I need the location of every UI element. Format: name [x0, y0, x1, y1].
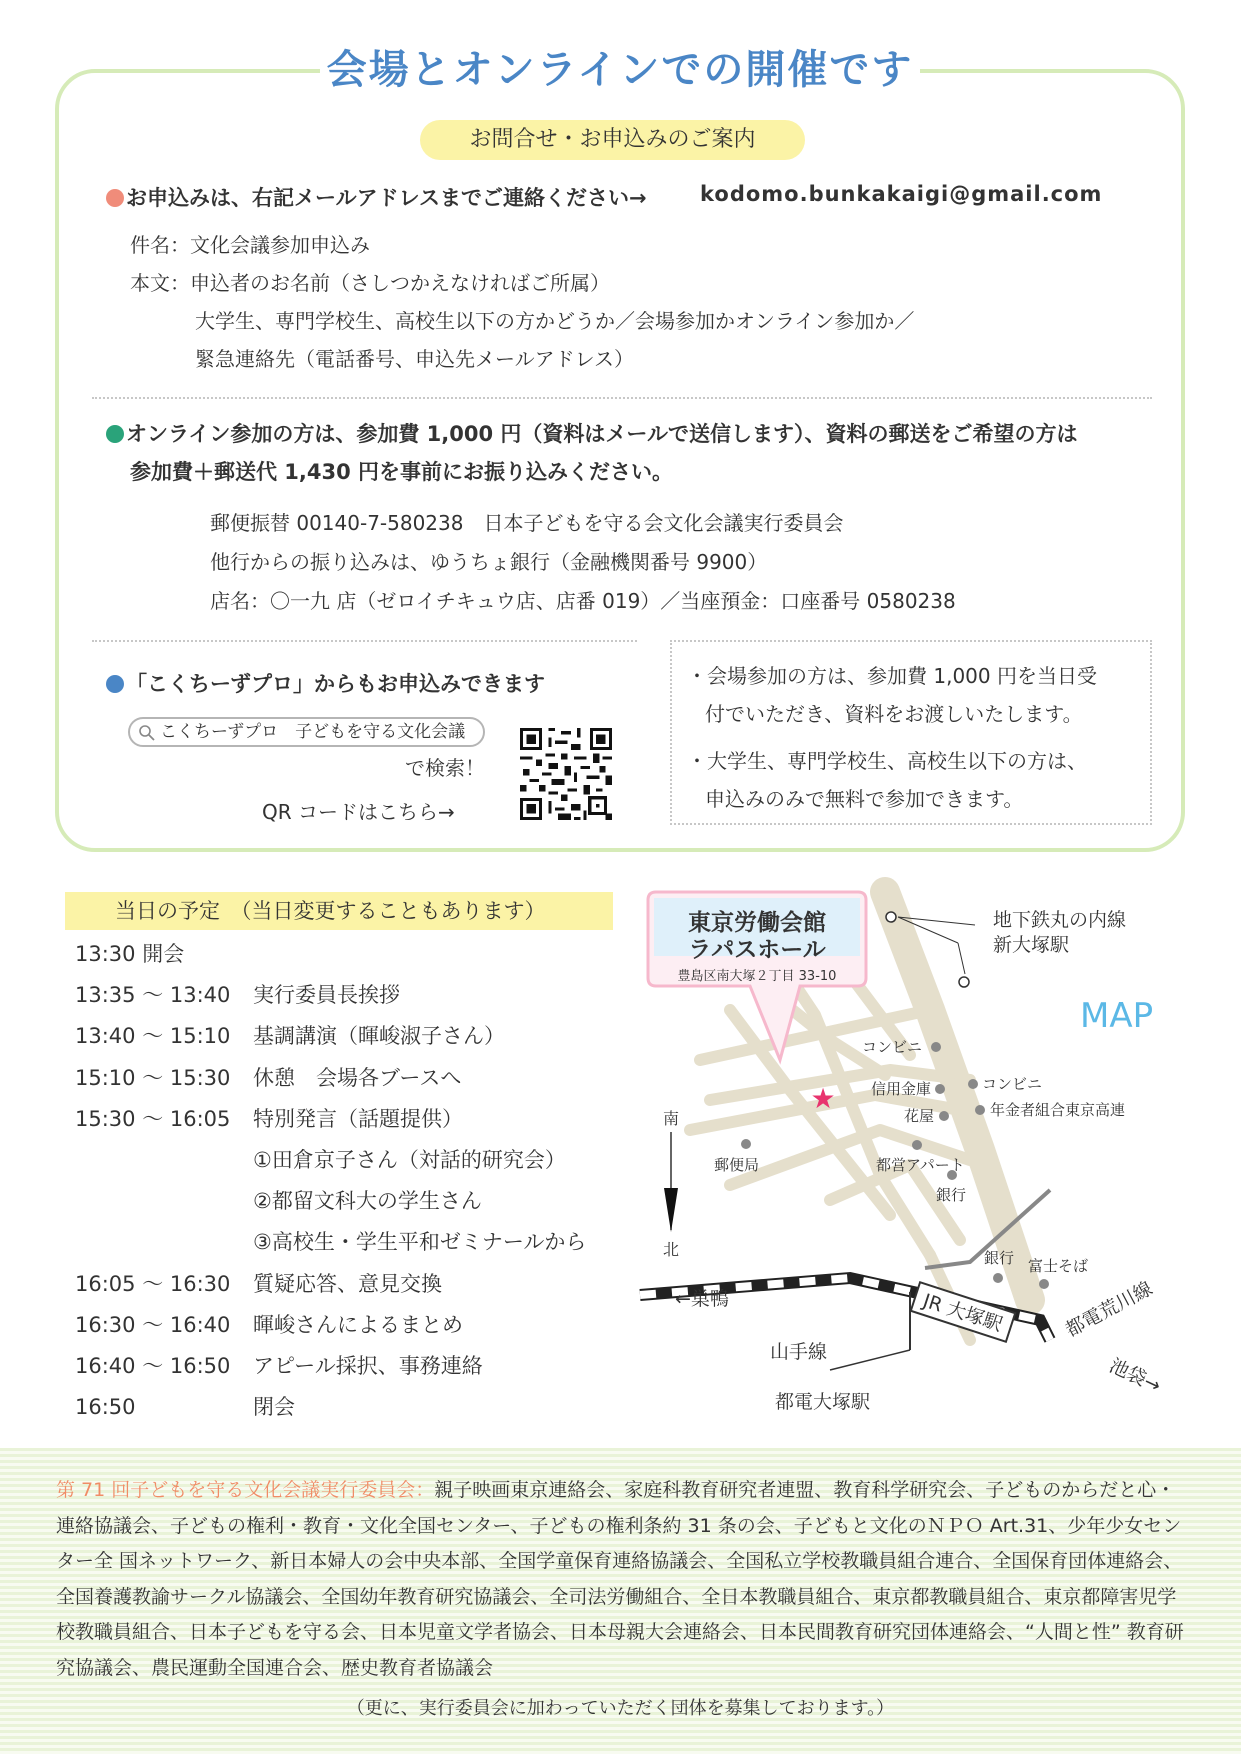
- schedule-row: [75, 978, 400, 1012]
- inquiry-heading: お問合せ・お申込みのご案内: [420, 120, 805, 160]
- kokuchi-heading: 「こくちーずプロ」からもお申込みできます: [106, 668, 545, 698]
- schedule-time: 16:30 ～ 16:40: [75, 1312, 231, 1337]
- search-text: こくちーずプロ 子どもを守る文化会議: [160, 722, 466, 742]
- schedule-item: ③高校生・学生平和ゼミナールから: [253, 1230, 587, 1255]
- sugamo-label: ←巣鴨: [675, 1288, 729, 1310]
- landmark-convenience-1: コンビニ: [862, 1038, 923, 1056]
- schedule-heading: 当日の予定 （当日変更することもあります）: [65, 892, 613, 930]
- qr-label: QR コードはこちら→: [262, 800, 455, 824]
- search-icon: [138, 724, 156, 742]
- schedule-time: 16:05 ～ 16:30: [75, 1271, 231, 1296]
- qr-code-icon[interactable]: [520, 728, 612, 820]
- venue-name-1: 東京労働会館: [688, 910, 826, 936]
- committee-footer: （更に、実行委員会に加わっていただく団体を募集しております。）: [346, 1698, 895, 1719]
- landmark-convenience-2: コンビニ: [982, 1075, 1043, 1093]
- subway-label-2: 新大塚駅: [993, 934, 1070, 956]
- divider: [92, 397, 1152, 399]
- subway-label-1: 地下鉄丸の内線: [993, 909, 1127, 931]
- schedule-row: [75, 937, 253, 971]
- schedule-item: 基調講演（暉峻淑子さん）: [253, 1024, 505, 1049]
- bullet-dot-icon: [106, 425, 124, 443]
- arakawa-label: 都電荒川線: [1062, 1277, 1157, 1342]
- schedule-row: [75, 1390, 295, 1424]
- venue-address: 豊島区南大塚２丁目 33-10: [677, 969, 837, 984]
- body-line-1: 本文：申込者のお名前（さしつかえなければご所属）: [130, 271, 610, 295]
- committee-list: 親子映画東京連絡会、家庭科教育研究者連盟、教育科学研究会、子どものからだと心・連絡協議会、子どもの権利・教育・文化全国センター、子どもの権利条約 31 条の会、子どもと文化のＮＰＯ Art.31、少年少女センター全 国ネットワーク、新日本婦人の会中央本部、全国学童保育連絡協議会、全国私立学校教職員組合連合、全国保育団体連絡会、全国養護教諭サークル協議会、全国幼年教育研究協議会、全司法労働組合、全日本教職員組合、東京都教職員組合、東京都障害児学校教職員組合、日本子どもを守る会、日本児童文学者協会、日本母親大会連絡会、日本民間教育研究団体連絡会、“人間と性” 教育研究協議会、農民運動全国連合会、歴史教育者協議会: [56, 1479, 1184, 1679]
- schedule-item: 休憩 会場各ブースへ: [253, 1065, 462, 1090]
- schedule-time: 15:30 ～ 16:05: [75, 1106, 231, 1131]
- schedule-time: 13:35 ～ 13:40: [75, 983, 231, 1008]
- venue-note-line-2: 付でいただき、資料をお渡しいたします。: [705, 702, 1083, 726]
- schedule-row: [75, 1143, 566, 1177]
- subway-exit-icon: [959, 977, 969, 987]
- yamanote-label: 山手線: [770, 1341, 828, 1363]
- schedule-item: 閉会: [253, 1395, 295, 1420]
- schedule-item: 質疑応答、意見交換: [253, 1271, 442, 1296]
- transfer-line-3: 店名：〇一九 店（ゼロイチキュウ店、店番 019）／当座預金：口座番号 0580238: [210, 589, 956, 613]
- landmark-florist: 花屋: [904, 1107, 935, 1125]
- south-label: 南: [662, 1109, 680, 1128]
- landmark-pension-union: 年金者組合東京高連: [990, 1101, 1126, 1119]
- online-line-1: オンライン参加の方は、参加費 1,000 円（資料はメールで送信します）、資料の郵送をご希望の方は: [106, 418, 1078, 448]
- committee-members: [56, 1473, 1191, 1686]
- search-box[interactable]: [128, 717, 485, 747]
- toden-otsuka-label: 都電大塚駅: [775, 1391, 871, 1413]
- schedule-row: [75, 1102, 463, 1136]
- landmark-fuji-soba: 富士そば: [1028, 1257, 1089, 1275]
- body-line-3: 緊急連絡先（電話番号、申込先メールアドレス）: [195, 347, 634, 371]
- schedule-item: 実行委員長挨拶: [253, 983, 400, 1008]
- schedule-item: 暉峻さんによるまとめ: [253, 1312, 463, 1337]
- bullet-dot-icon: [106, 189, 124, 207]
- search-suffix: で検索！: [405, 756, 485, 780]
- schedule-row: [75, 1061, 461, 1095]
- body-line-2: 大学生、専門学校生、高校生以下の方かどうか／会場参加かオンライン参加か／: [195, 309, 915, 333]
- apply-line: お申込みは、右記メールアドレスまでご連絡ください→: [106, 182, 647, 212]
- station-pointer-line: [830, 1350, 910, 1370]
- schedule-time: 15:10 ～ 15:30: [75, 1065, 231, 1090]
- landmark-post-office: 郵便局: [714, 1156, 760, 1174]
- transfer-line-1: 郵便振替 00140-7-580238 日本子どもを守る会文化会議実行委員会: [210, 511, 844, 535]
- jr-station-label: JR 大塚駅: [920, 1289, 1006, 1337]
- landmark-apartment: 都営アパート: [876, 1156, 965, 1174]
- schedule-row: [75, 1349, 483, 1383]
- transfer-line-2: 他行からの振り込みは、ゆうちょ銀行（金融機関番号 9900）: [210, 550, 768, 574]
- divider: [92, 640, 637, 642]
- schedule-row: [75, 1267, 442, 1301]
- schedule-item: ②都留文科大の学生さん: [253, 1189, 482, 1214]
- landmark-credit-union: 信用金庫: [871, 1080, 932, 1098]
- schedule-item: ①田倉京子さん（対話的研究会）: [253, 1148, 566, 1172]
- map-title: MAP: [1080, 996, 1154, 1036]
- landmark-bank-1: 銀行: [936, 1186, 967, 1204]
- schedule-item: アピール採択、事務連絡: [253, 1354, 483, 1378]
- venue-star-icon: ★: [810, 1082, 836, 1115]
- subway-exit-icon: [886, 912, 896, 922]
- email-address[interactable]: kodomo.bunkakaigi@gmail.com: [700, 182, 1103, 206]
- north-label: 北: [662, 1240, 680, 1259]
- venue-note-line-4: 申込みのみで無料で参加できます。: [705, 787, 1024, 811]
- schedule-time: 16:50: [75, 1395, 136, 1420]
- landmark-bank-2: 銀行: [984, 1249, 1015, 1267]
- committee-label: 第 71 回子どもを守る文化会議実行委員会：: [56, 1479, 435, 1501]
- venue-note-line-1: ・会場参加の方は、参加費 1,000 円を当日受: [687, 664, 1097, 688]
- ikebukuro-label: 池袋→: [1105, 1354, 1165, 1398]
- access-map: [630, 870, 1190, 1430]
- venue-note-line-3: ・大学生、専門学校生、高校生以下の方は、: [687, 749, 1087, 773]
- online-line-2: 参加費＋郵送代 1,430 円を事前にお振り込みください。: [130, 460, 674, 484]
- north-arrow-icon: [663, 1109, 679, 1259]
- schedule-row: [75, 1225, 586, 1259]
- subject-line: 件名：文化会議参加申込み: [130, 233, 370, 257]
- schedule-row: [75, 1308, 463, 1342]
- schedule-row: [75, 1184, 482, 1218]
- venue-name-2: ラパスホール: [688, 937, 826, 963]
- schedule-row: [75, 1019, 505, 1053]
- bullet-dot-icon: [106, 675, 124, 693]
- schedule-item: 特別発言（話題提供）: [253, 1106, 463, 1131]
- page-title: 会場とオンラインでの開催です: [320, 40, 920, 100]
- schedule-time: 13:30 開会: [75, 942, 185, 966]
- schedule-time: 13:40 ～ 15:10: [75, 1024, 231, 1049]
- schedule-time: 16:40 ～ 16:50: [75, 1354, 231, 1378]
